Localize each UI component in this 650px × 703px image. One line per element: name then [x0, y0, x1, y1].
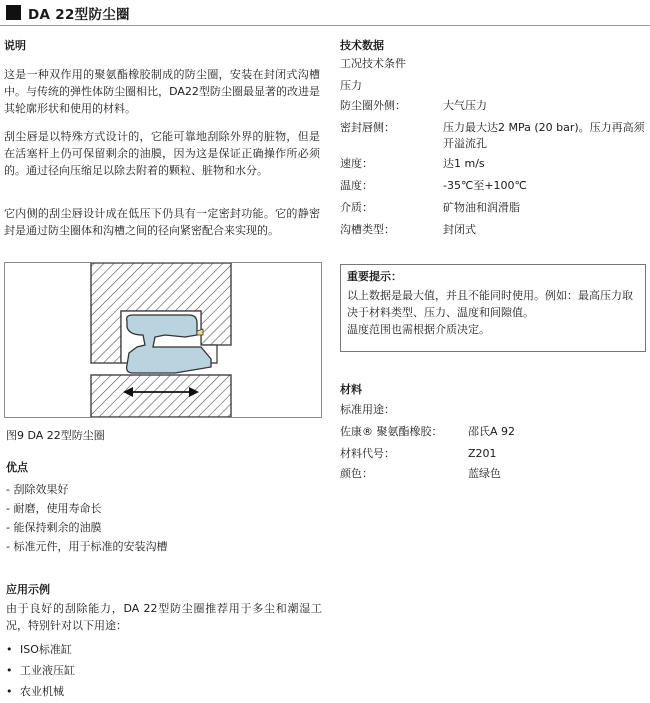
description-heading: 说明	[4, 39, 26, 52]
list-item: - 能保持剩余的油膜	[6, 521, 102, 534]
seal-cross-section-drawing	[5, 263, 321, 417]
list-item: - 刮除效果好	[6, 483, 69, 496]
tech-row-key: 温度：	[340, 179, 373, 192]
list-item-label: 工业液压缸	[20, 664, 75, 677]
applications-list	[6, 639, 75, 702]
tech-row-key: 密封唇侧：	[340, 121, 395, 134]
tech-row-value: 封闭式	[443, 223, 476, 236]
tech-row-key: 速度：	[340, 157, 373, 170]
material-usage-label	[340, 402, 646, 418]
tech-row-key: 防尘圈外侧：	[340, 99, 406, 112]
notice-paragraph-2: 温度范围也需根据介质决定。	[347, 323, 490, 336]
material-row-key: 佐康® 聚氨酯橡胶：	[340, 425, 443, 438]
list-item	[6, 660, 75, 681]
material-row-value: Z201	[468, 447, 497, 460]
figure-caption: 图9 DA 22型防尘圈	[6, 429, 105, 442]
description-paragraph-1: 这是一种双作用的聚氨酯橡胶制成的防尘圈，安装在封闭式沟槽中。与传统的弹性体防尘圈相比，DA22型防尘圈最显著的改进是其轮廓形状和使用的材料。	[4, 68, 320, 115]
tech-row-value: 矿物油和润滑脂	[443, 201, 520, 214]
tech-row-value: 压力最大达2 MPa (20 bar)。压力再高须开溢流孔	[443, 121, 645, 150]
pressure-label: 压力	[340, 79, 362, 92]
material-row-value: 邵氏A 92	[468, 425, 516, 438]
page-title: DA 22型防尘圈	[28, 7, 130, 23]
material-heading: 材料	[340, 383, 362, 396]
tech-sub-label: 工况技术条件	[340, 57, 406, 70]
material-row-key: 颜色：	[340, 467, 373, 480]
notice-heading: 重要提示：	[347, 270, 402, 283]
tech-row-value: -35℃至+100℃	[443, 179, 527, 192]
piston-rod	[91, 375, 231, 417]
tech-row-value: 达1 m/s	[443, 157, 485, 170]
list-item: - 耐磨，使用寿命长	[6, 502, 102, 515]
tech-row-key: 介质：	[340, 201, 373, 214]
bullet-dot-icon: •	[6, 664, 13, 677]
bullet-dot-icon: •	[6, 643, 13, 656]
advantages-heading: 优点	[6, 461, 28, 474]
list-item-label: ISO标准缸	[20, 643, 72, 656]
black-square-icon	[6, 5, 21, 20]
list-item: - 标准元件，用于标准的安装沟槽	[6, 540, 168, 553]
header-divider	[0, 25, 650, 26]
pressure-heading	[340, 78, 362, 94]
notice-paragraph-1: 以上数据是最大值，并且不能同时使用。例如：最高压力取决于材料类型、压力、温度和间隙值。	[347, 289, 633, 319]
tech-data-heading: 技术数据	[340, 39, 384, 52]
important-notice-box	[340, 264, 646, 352]
material-row-key: 材料代号：	[340, 447, 395, 460]
bullet-dot-icon: •	[6, 685, 13, 698]
applications-heading: 应用示例	[6, 583, 50, 596]
tech-row-key: 沟槽类型：	[340, 223, 395, 236]
material-row-value: 蓝绿色	[468, 467, 501, 480]
list-item-label: 农业机械	[20, 685, 64, 698]
list-item	[6, 681, 75, 702]
list-item	[6, 639, 75, 660]
description-paragraph-3: 它内侧的刮尘唇设计成在低压下仍具有一定密封功能。它的静密封是通过防尘圈体和沟槽之间的径向紧密配合来实现的。	[4, 207, 320, 237]
tech-subheading	[340, 56, 406, 72]
applications-intro: 由于良好的刮除能力，DA 22型防尘圈推荐用于多尘和潮湿工况，特别针对以下用途：	[6, 602, 322, 632]
description-paragraph-2: 刮尘唇是以特殊方式设计的，它能可靠地刮除外界的脏物，但是在活塞杆上仍可保留剩余的油膜，因为这是保证正确操作所必须的。通过径向压缩足以除去附着的颗粒、脏物和水分。	[4, 130, 320, 177]
tech-row-value: 大气压力	[443, 99, 487, 112]
advantages-list	[6, 480, 167, 556]
seal-cross-section-figure	[4, 262, 322, 418]
material-std-text: 标准用途：	[340, 403, 395, 416]
page-header	[0, 0, 650, 28]
